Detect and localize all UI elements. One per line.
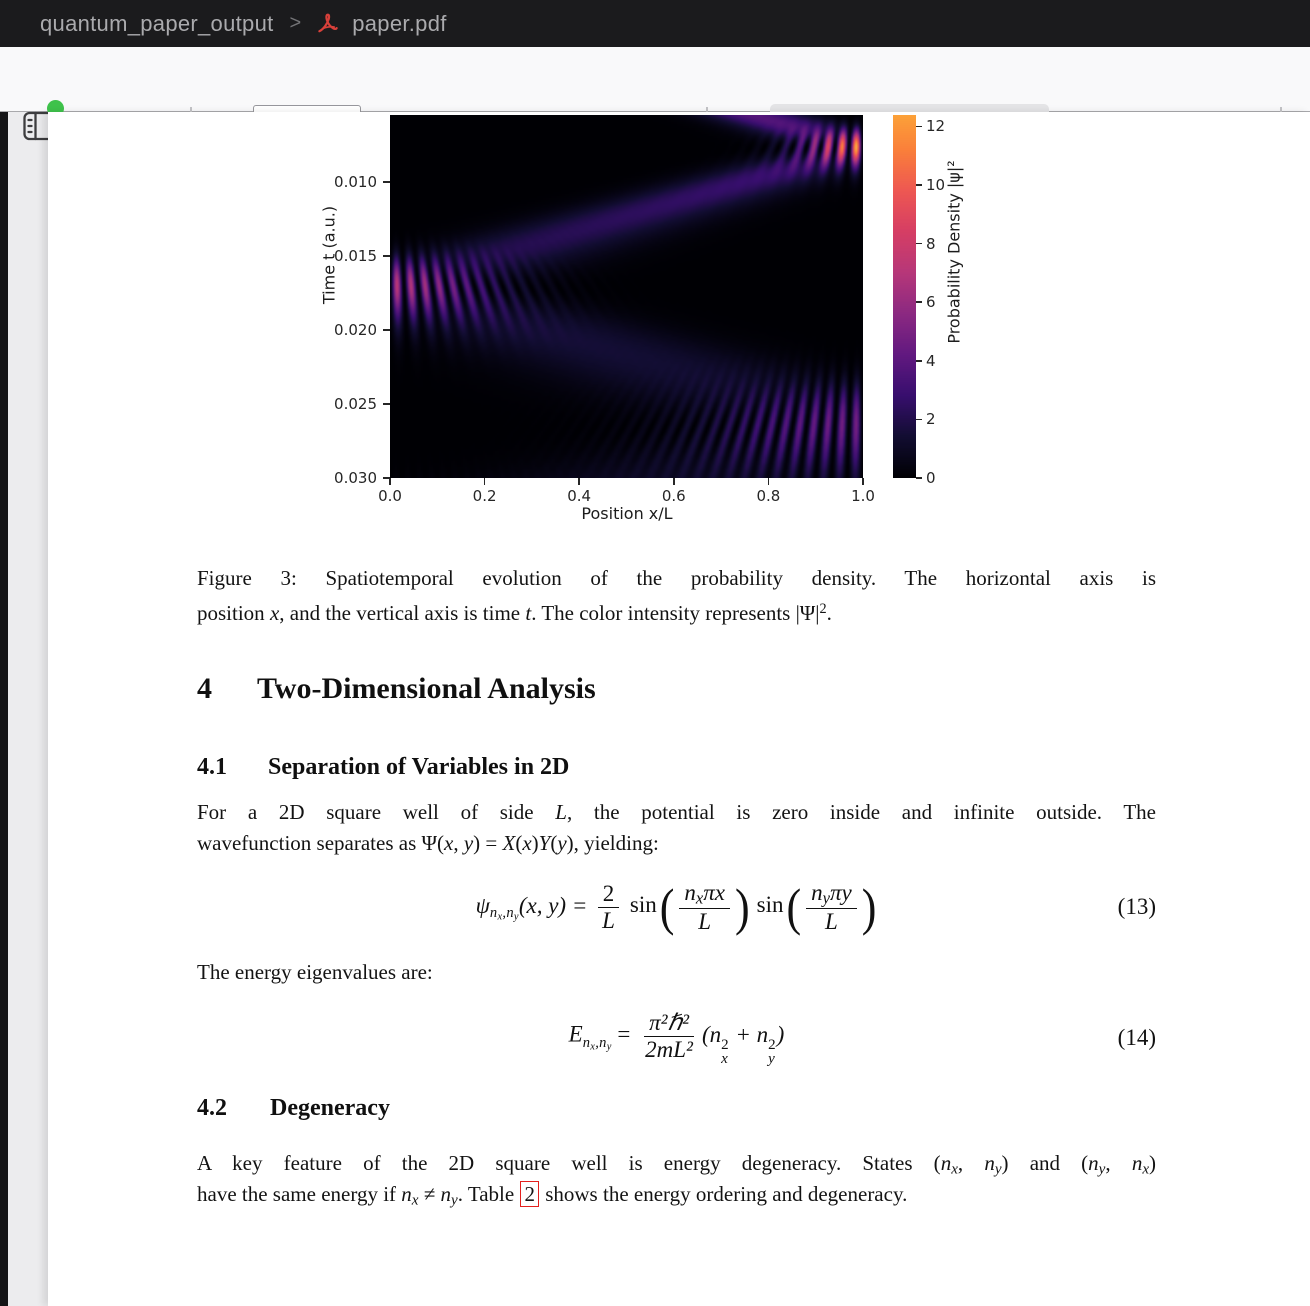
x-axis-tick bbox=[578, 478, 580, 485]
colorbar-tick bbox=[916, 360, 922, 362]
colorbar-tick bbox=[916, 477, 922, 479]
section-number: 4.1 bbox=[197, 754, 227, 780]
breadcrumb-folder[interactable]: quantum_paper_output bbox=[40, 10, 274, 36]
eq13-psi: ψ bbox=[475, 892, 490, 918]
equation-number-13: (13) bbox=[1117, 894, 1156, 919]
y-axis-tick-label: 0.030 bbox=[334, 469, 377, 487]
x-axis-tick-label: 0.8 bbox=[756, 487, 781, 505]
y-axis-tick bbox=[383, 403, 390, 405]
x-axis-tick-label: 0.4 bbox=[567, 487, 592, 505]
section-heading-4-2 bbox=[197, 1095, 390, 1122]
pdf-toolbar bbox=[0, 47, 1310, 112]
paragraph-line: For a 2D square well of side L, the potential is zero inside and infinite outside. The bbox=[197, 800, 1156, 824]
x-axis-tick-label: 0.6 bbox=[661, 487, 686, 505]
eq14-fraction: $\frac{\text{π²ℏ²}}{\text{2mL²}}$ bbox=[645, 1009, 693, 1062]
colorbar-tick-label: 0 bbox=[926, 469, 936, 487]
section-number: 4.2 bbox=[197, 1095, 227, 1121]
section-title: Degeneracy bbox=[270, 1095, 390, 1121]
paragraph-line: have the same energy if nx ≠ ny. Table 2 shows the energy ordering and degeneracy. bbox=[197, 1182, 908, 1209]
eq13-sin-2: sin bbox=[756, 892, 784, 918]
paragraph-line: The energy eigenvalues are: bbox=[197, 960, 433, 984]
x-axis-tick-label: 0.2 bbox=[472, 487, 497, 505]
pdf-file-icon bbox=[315, 11, 340, 36]
y-axis-tick bbox=[383, 255, 390, 257]
colorbar-tick bbox=[916, 419, 922, 421]
colorbar-tick bbox=[916, 126, 922, 128]
pdf-page bbox=[48, 112, 1310, 1306]
x-axis-tick bbox=[768, 478, 770, 485]
x-axis-tick bbox=[389, 478, 391, 485]
equation-14: $E_{nx,ny}$ = $\frac{\text{π²ℏ²}}{\text{2mL²}}$ (n 2 x + n 2 y ) (14) bbox=[568, 1009, 1156, 1067]
breadcrumb-filename[interactable]: paper.pdf bbox=[352, 10, 447, 36]
colorbar-tick-label: 8 bbox=[926, 234, 936, 253]
heatmap-canvas bbox=[390, 115, 863, 478]
x-axis-tick bbox=[673, 478, 675, 485]
eq14-subscript: nx,ny bbox=[582, 1034, 612, 1052]
colorbar-canvas bbox=[893, 115, 916, 478]
y-axis-label: Time t (a.u.) bbox=[319, 205, 339, 305]
eq13-fraction-1: $\frac{2}{L}$ bbox=[597, 881, 620, 934]
eq13-fraction-2: $\frac{\text{nxπx}}{L}$ bbox=[679, 880, 730, 935]
paragraph-line: A key feature of the 2D square well is energy degeneracy. States (nx, ny) and (ny, nx) bbox=[197, 1151, 1157, 1178]
colorbar-tick bbox=[916, 184, 922, 186]
eq13-lhs: (x, y) = bbox=[518, 892, 594, 918]
colorbar-tick-label: 12 bbox=[926, 117, 946, 136]
equation-number-14: (14) bbox=[1117, 1025, 1156, 1050]
section-heading-4-1 bbox=[197, 754, 569, 781]
breadcrumb-separator: > bbox=[289, 12, 302, 34]
section-heading-4 bbox=[197, 672, 596, 706]
eq13-subscript: nx,ny bbox=[489, 905, 519, 923]
x-axis-tick-label: 0.0 bbox=[378, 487, 402, 505]
eq14-E: E bbox=[568, 1021, 583, 1047]
title-bar bbox=[0, 0, 1310, 47]
x-axis-tick bbox=[484, 478, 486, 485]
y-axis-tick-label: 0.020 bbox=[334, 321, 377, 340]
section-title: Separation of Variables in 2D bbox=[268, 754, 570, 780]
y-axis-tick-label: 0.015 bbox=[334, 247, 377, 266]
y-axis-tick-label: 0.010 bbox=[334, 173, 377, 192]
colorbar-label: Probability Density |ψ|² bbox=[944, 160, 964, 344]
colorbar-tick bbox=[916, 243, 922, 245]
x-axis-label: Position x/L bbox=[581, 504, 673, 523]
y-axis-tick bbox=[383, 181, 390, 183]
eq13-sin-1: sin bbox=[629, 892, 657, 918]
table-2-link[interactable]: 2 bbox=[520, 1181, 539, 1207]
colorbar-tick bbox=[916, 301, 922, 303]
paragraph-line: wavefunction separates as Ψ(x, y) = X(x)Y(y), yielding: bbox=[197, 831, 659, 855]
window-edge-strip bbox=[0, 112, 8, 1306]
section-number: 4 bbox=[197, 672, 212, 705]
figure-caption-line2: position x, and the vertical axis is time t. The color intensity represents $|\Psi|^2$. bbox=[197, 601, 832, 626]
colorbar-tick-label: 2 bbox=[926, 410, 936, 429]
y-axis-tick-label: 0.025 bbox=[334, 395, 377, 414]
x-axis-tick-label: 1.0 bbox=[851, 487, 875, 505]
x-axis-tick bbox=[862, 478, 864, 485]
colorbar-tick-label: 10 bbox=[926, 176, 946, 195]
colorbar-tick-label: 6 bbox=[926, 293, 936, 312]
section-title: Two-Dimensional Analysis bbox=[257, 672, 596, 705]
eq13-fraction-3: $\frac{\text{nyπy}}{L}$ bbox=[806, 880, 857, 935]
figure-caption-line1: Figure 3: Spatiotemporal evolution of the probability density. The horizontal axis is bbox=[197, 566, 1156, 590]
equation-13: $\psi_{nx,ny}(x$, y) = $\frac{2}{L}$ sin( $\frac{\text{nxπx}}{L}$ ) sin( $\frac{\text{nyπy}}{L}$ ) (13) bbox=[475, 878, 1156, 936]
eq14-tail: (n 2 x + n 2 y ) bbox=[701, 1021, 785, 1067]
y-axis-tick bbox=[383, 329, 390, 331]
colorbar-tick-label: 4 bbox=[926, 351, 936, 370]
